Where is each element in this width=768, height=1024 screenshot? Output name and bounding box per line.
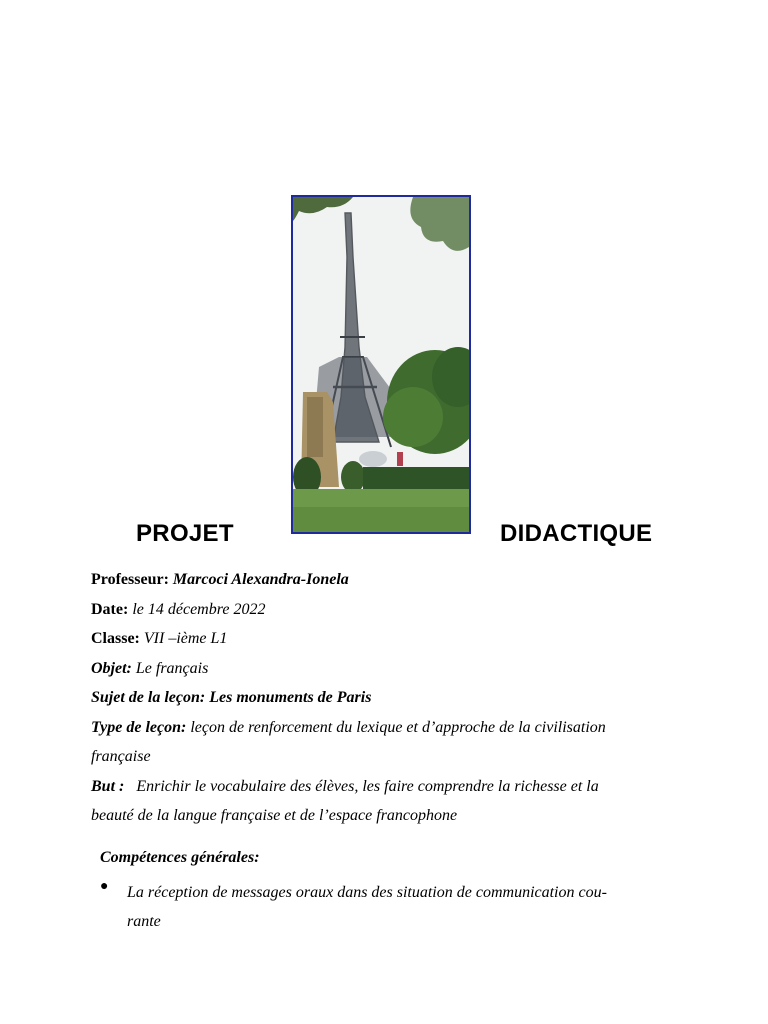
lesson-info xyxy=(91,570,691,836)
but-label: But : xyxy=(91,777,125,795)
title-didactique: DIDACTIQUE xyxy=(500,520,653,547)
eiffel-tower-photo xyxy=(291,195,471,534)
but-line-2 xyxy=(91,806,691,836)
classe-value: VII –ième L1 xyxy=(143,630,228,647)
type-value-line1: leçon de renforcement du lexique et d’approche de la civilisation xyxy=(190,718,606,736)
type-label: Type de leçon: xyxy=(91,718,187,736)
professeur-line xyxy=(91,570,691,600)
objet-line xyxy=(91,659,691,689)
sujet-line xyxy=(91,688,691,718)
objet-label: Objet: xyxy=(91,659,132,677)
type-line xyxy=(91,718,691,748)
competences-heading: Compétences générales: xyxy=(100,849,260,866)
bullet-icon: ● xyxy=(100,879,109,894)
sujet-label: Sujet de la leçon: xyxy=(91,689,206,706)
but-value-line1: Enrichir le vocabulaire des élèves, les faire comprendre la richesse et la xyxy=(136,777,599,795)
date-line xyxy=(91,600,691,630)
objet-value: Le français xyxy=(135,659,209,677)
classe-label: Classe: xyxy=(91,630,140,647)
list-item-line2: rante xyxy=(127,913,161,930)
professeur-label: Professeur: xyxy=(91,571,169,588)
sujet-value: Les monuments de Paris xyxy=(209,689,372,706)
classe-line xyxy=(91,629,691,659)
title-projet: PROJET xyxy=(136,520,234,547)
professeur-value: Marcoci Alexandra-Ionela xyxy=(172,571,349,588)
list-item-text xyxy=(127,878,677,936)
date-label: Date: xyxy=(91,600,129,618)
type-value-line2: française xyxy=(91,748,151,765)
list-item-line1: La réception de messages oraux dans des situation de communication cou- xyxy=(127,884,607,901)
but-value-line2: beauté de la langue française et de l’espace francophone xyxy=(91,807,458,824)
type-line-2 xyxy=(91,747,691,777)
but-line xyxy=(91,777,691,807)
date-value: le 14 décembre 2022 xyxy=(132,600,266,618)
